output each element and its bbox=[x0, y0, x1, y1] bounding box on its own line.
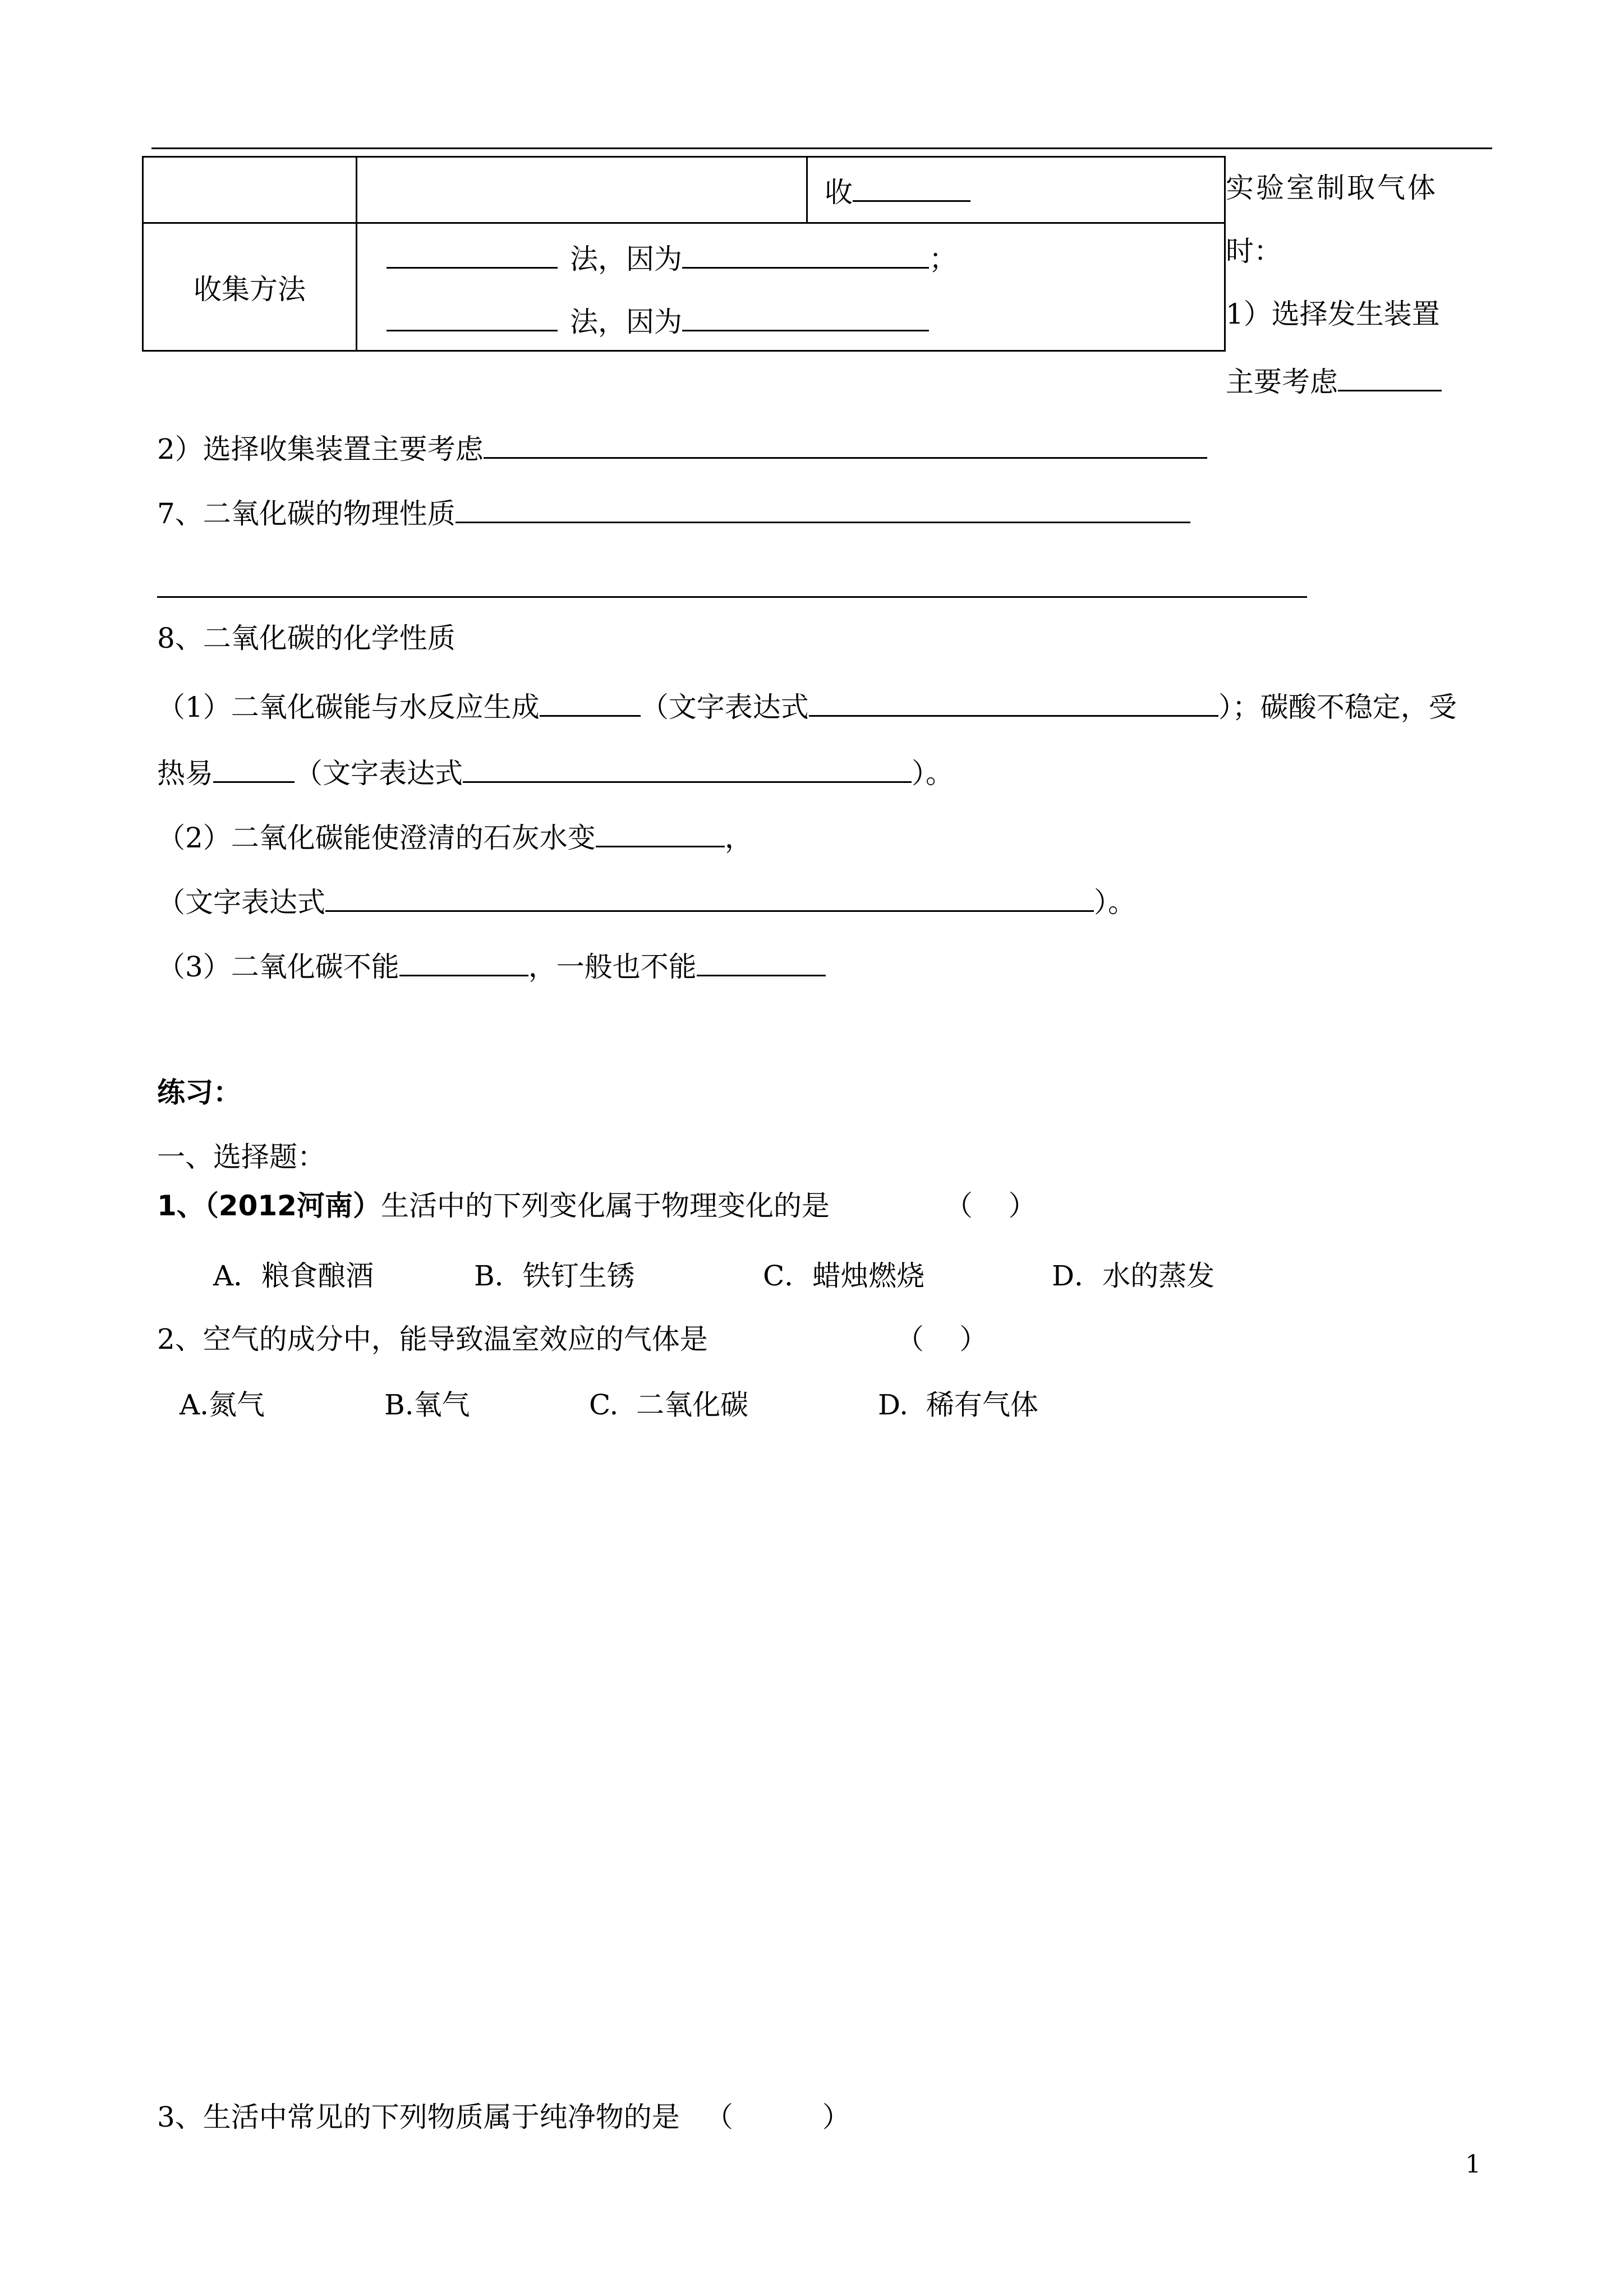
blank-line bbox=[387, 239, 558, 269]
question-1-option-c: C．蜡烛燃烧 bbox=[763, 1260, 925, 1292]
side-note-line-3: 1）选择发生装置 bbox=[1226, 298, 1440, 330]
item-8-2-line-2: （文字表达式 ）。 bbox=[157, 882, 1136, 919]
question-2-option-c: C. 二氧化碳 bbox=[589, 1389, 749, 1421]
question-2-option-a: A.氮气 bbox=[180, 1389, 265, 1421]
header-rule bbox=[151, 147, 1492, 149]
blank-line bbox=[809, 687, 1218, 717]
item-8-2-line-1: （2）二氧化碳能使澄清的石灰水变 ， bbox=[157, 818, 753, 855]
answer-line-2: 法，因为 bbox=[387, 302, 1224, 335]
answer-line-1: 法，因为 ； bbox=[387, 239, 1224, 273]
table-cell-collect bbox=[807, 157, 1225, 223]
blank-line bbox=[596, 818, 725, 847]
table-cell-empty bbox=[357, 157, 807, 223]
item-8-1-line-2: 热易 （文字表达式 ）。 bbox=[157, 753, 954, 790]
question-1-text: 生活中的下列变化属于物理变化的是 bbox=[380, 1190, 830, 1222]
question-1-option-a: A．粮食酿酒 bbox=[213, 1260, 374, 1292]
table-cell-empty bbox=[143, 157, 357, 223]
side-note-line-2: 时： bbox=[1226, 235, 1282, 268]
question-2 bbox=[157, 1322, 987, 1356]
blank-line bbox=[157, 596, 1307, 598]
question-3-text: 3、生活中常见的下列物质属于纯净物的是 bbox=[157, 2101, 680, 2133]
question-2-option-b: B.氧气 bbox=[384, 1389, 470, 1421]
question-3 bbox=[157, 2100, 850, 2134]
item-8-1-line-1: （1）二氧化碳能与水反应生成 （文字表达式 ）；碳酸不稳定，受 bbox=[157, 687, 1457, 724]
blank-line bbox=[697, 947, 826, 976]
question-1-number: 1、 bbox=[157, 1190, 205, 1222]
item-select-collection: 2）选择收集装置主要考虑 bbox=[157, 429, 1207, 466]
table-cell-collection-answers bbox=[357, 223, 1225, 351]
practice-section-title: 一、选择题： bbox=[157, 1141, 325, 1173]
blank-line bbox=[853, 172, 970, 202]
question-1-option-d: D．水的蒸发 bbox=[1052, 1260, 1215, 1292]
collect-prefix: 收 bbox=[825, 176, 853, 209]
question-2-text: 2、空气的成分中，能导致温室效应的气体是 bbox=[157, 1323, 708, 1356]
blank-line bbox=[540, 687, 641, 717]
blank-line bbox=[213, 753, 295, 783]
answer-paren: （ ） bbox=[895, 1323, 988, 1356]
item-8-3: （3）二氧化碳不能 ，一般也不能 bbox=[157, 947, 826, 984]
question-2-option-d: D. 稀有气体 bbox=[878, 1389, 1038, 1421]
answer-paren: （ ） bbox=[705, 2101, 850, 2133]
table-label-collection-method: 收集方法 bbox=[143, 223, 357, 351]
side-note-line-1: 实验室制取气体 bbox=[1226, 172, 1438, 204]
question-1 bbox=[157, 1189, 1037, 1223]
question-1-source: （2012河南） bbox=[204, 1190, 381, 1222]
page-number: 1 bbox=[1465, 2150, 1481, 2179]
question-1-option-b: B．铁钉生锈 bbox=[474, 1260, 635, 1292]
blank-line bbox=[484, 429, 1207, 459]
blank-line bbox=[463, 753, 912, 783]
blank-line bbox=[325, 882, 1094, 912]
item-8: 8、二氧化碳的化学性质 bbox=[157, 622, 456, 654]
item-7: 7、二氧化碳的物理性质 bbox=[157, 494, 1190, 531]
blank-line bbox=[456, 494, 1190, 523]
blank-line bbox=[682, 239, 929, 269]
blank-line bbox=[1338, 362, 1442, 391]
blank-line bbox=[387, 302, 558, 331]
blank-line bbox=[399, 947, 528, 976]
collection-method-table bbox=[142, 156, 1226, 352]
blank-line bbox=[682, 302, 929, 331]
answer-paren: （ ） bbox=[944, 1190, 1037, 1222]
side-note-line-4: 主要考虑 bbox=[1226, 362, 1442, 399]
practice-heading: 练习： bbox=[157, 1076, 241, 1109]
